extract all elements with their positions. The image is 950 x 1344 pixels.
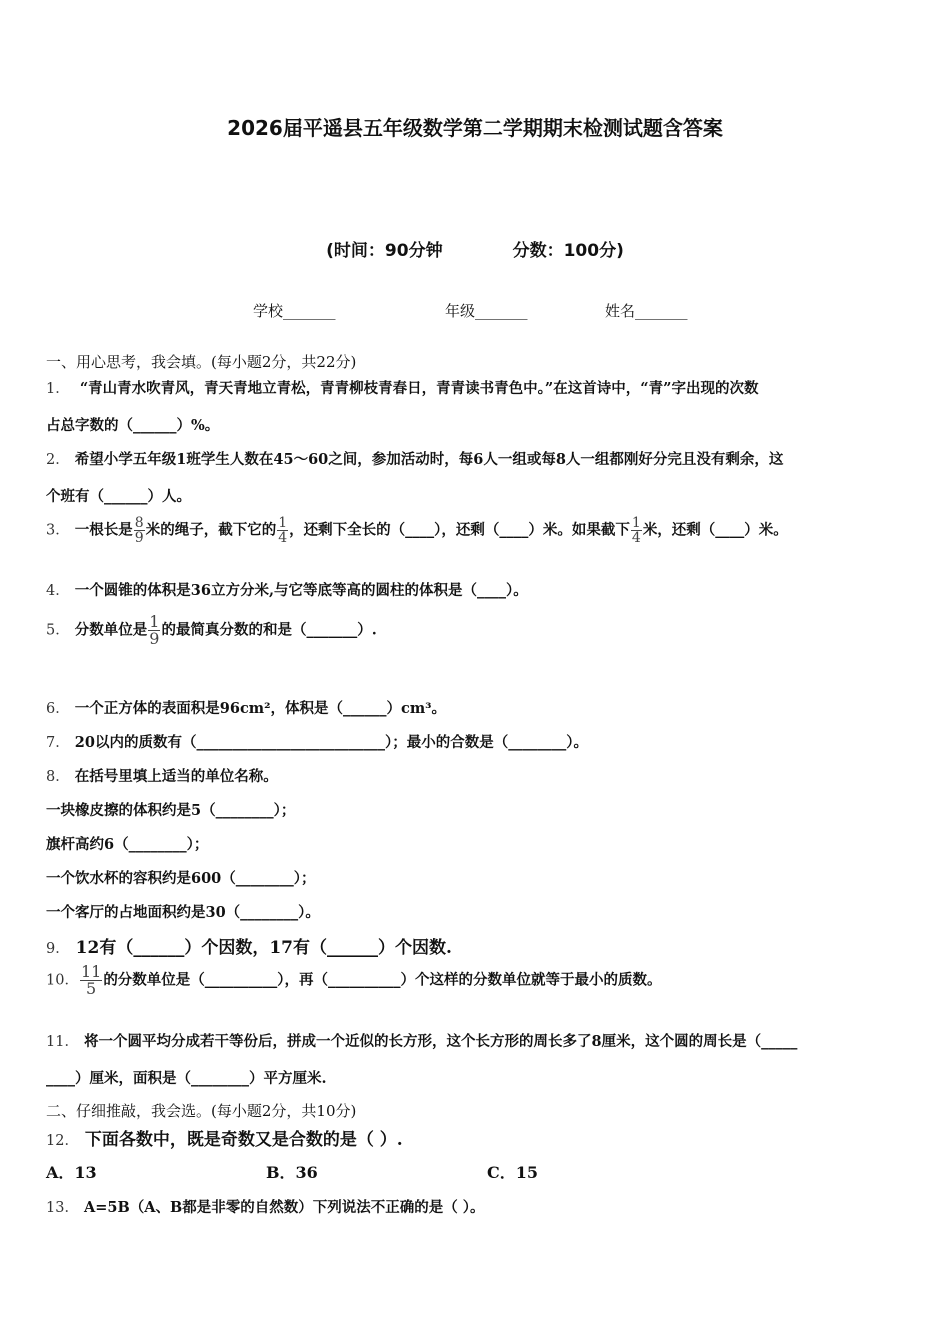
question-10	[46, 964, 662, 997]
fraction-1-4	[277, 516, 288, 545]
question-number: 6．	[46, 701, 70, 717]
question-1	[46, 377, 758, 398]
question-8-line-4: 一个客厅的占地面积约是30（________）。	[46, 904, 320, 921]
question-text: 米的绳子，截下它的	[145, 521, 277, 539]
question-text: A=5B（A、B都是非零的自然数）下列说法不正确的是（ ）。	[84, 1199, 485, 1216]
question-text: 20以内的质数有（__________________________）；最小的合数是（________）。	[74, 734, 588, 751]
question-text: 一个正方体的表面积是96cm²，体积是（______）cm³。	[74, 700, 447, 717]
grade-field[interactable]: 年级_______	[445, 302, 528, 320]
question-number: 3．	[46, 522, 70, 539]
denominator: 9	[134, 530, 144, 546]
question-number: 12．	[46, 1133, 79, 1149]
option-a[interactable]: A．13	[46, 1163, 97, 1182]
question-12	[46, 1125, 403, 1150]
question-text: 分数单位是	[74, 621, 148, 639]
question-9	[46, 933, 452, 958]
question-number: 9．	[46, 941, 70, 957]
question-text: 一根长是	[74, 521, 133, 539]
question-13	[46, 1196, 485, 1217]
question-8	[46, 765, 278, 786]
question-number: 10．	[46, 972, 79, 989]
question-text: 在括号里填上适当的单位名称。	[74, 768, 278, 785]
question-number: 4．	[46, 583, 70, 599]
question-text: 米，还剩（____）米。	[642, 521, 788, 539]
question-number: 2．	[46, 452, 70, 468]
denominator: 5	[86, 979, 97, 998]
question-number: 1．	[46, 381, 70, 397]
question-text: ，还剩下全长的（____），还剩（____）米。如果截下	[289, 521, 630, 539]
question-3	[46, 516, 788, 545]
question-8-line-3: 一个饮水杯的容积约是600（________）；	[46, 870, 316, 887]
question-11	[46, 1030, 797, 1051]
option-b[interactable]: B．36	[266, 1163, 318, 1182]
exam-time: (时间：90分钟	[326, 241, 443, 261]
question-text: 下面各数中，既是奇数又是合数的是（ ）.	[84, 1130, 403, 1150]
question-text: 一个圆锥的体积是36立方分米,与它等底等高的圆柱的体积是（____）。	[74, 582, 528, 599]
numerator: 11	[80, 962, 102, 981]
question-4	[46, 579, 528, 600]
fraction-1-9	[148, 614, 160, 647]
question-number: 7．	[46, 735, 70, 751]
question-1-continued: 占总字数的（______）%。	[46, 417, 220, 434]
name-field[interactable]: 姓名_______	[605, 302, 688, 320]
question-2-continued: 个班有（______）人。	[46, 488, 191, 505]
question-text: 将一个圆平均分成若干等份后，拼成一个近似的长方形，这个长方形的周长多了8厘米，这个圆的周长是（_____	[84, 1033, 798, 1050]
question-2	[46, 448, 783, 469]
question-number: 11．	[46, 1034, 79, 1050]
question-text: 希望小学五年级1班学生人数在45～60之间，参加活动时，每6人一组或每8人一组都刚好分完且没有剩余，这	[74, 451, 784, 468]
denominator: 4	[278, 530, 288, 546]
numerator: 8	[134, 515, 144, 531]
school-field[interactable]: 学校_______	[253, 302, 336, 320]
question-8-line-1: 一块橡皮擦的体积约是5（________）；	[46, 802, 296, 819]
question-5	[46, 614, 377, 647]
exam-info	[0, 236, 950, 261]
section-1-heading: 一、用心思考，我会填。(每小题2分，共22分)	[46, 353, 357, 371]
exam-score: 分数：100分)	[512, 241, 624, 261]
numerator: 1	[631, 515, 641, 531]
question-number: 13．	[46, 1200, 79, 1216]
question-11-continued: ____）厘米，面积是（________）平方厘米.	[46, 1070, 327, 1087]
question-7	[46, 731, 588, 752]
question-text: 的最简真分数的和是（_______）.	[161, 621, 377, 639]
question-text: 的分数单位是（__________），再（__________）个这样的分数单位就等于最小的质数。	[103, 971, 662, 989]
question-8-line-2: 旗杆高约6（________）；	[46, 836, 209, 853]
page-title: 2026届平遥县五年级数学第二学期期末检测试题含答案	[227, 116, 723, 140]
question-text: 12有（______）个因数，17有（______）个因数.	[75, 938, 452, 958]
numerator: 1	[278, 515, 288, 531]
denominator: 9	[149, 629, 160, 648]
question-6	[46, 697, 446, 718]
fraction-1-4	[631, 516, 642, 545]
numerator: 1	[149, 612, 160, 631]
fraction-8-9	[134, 516, 145, 545]
question-number: 5．	[46, 622, 70, 639]
section-2-heading: 二、仔细推敲，我会选。(每小题2分，共10分)	[46, 1102, 357, 1120]
option-c[interactable]: C．15	[487, 1163, 539, 1182]
fraction-11-5	[80, 964, 102, 997]
denominator: 4	[631, 530, 641, 546]
question-number: 8．	[46, 769, 70, 785]
question-text: “青山青水吹青风，青天青地立青松，青青柳枝青春日，青青读书青色中。”在这首诗中，“青”字出现的次数	[79, 380, 759, 397]
